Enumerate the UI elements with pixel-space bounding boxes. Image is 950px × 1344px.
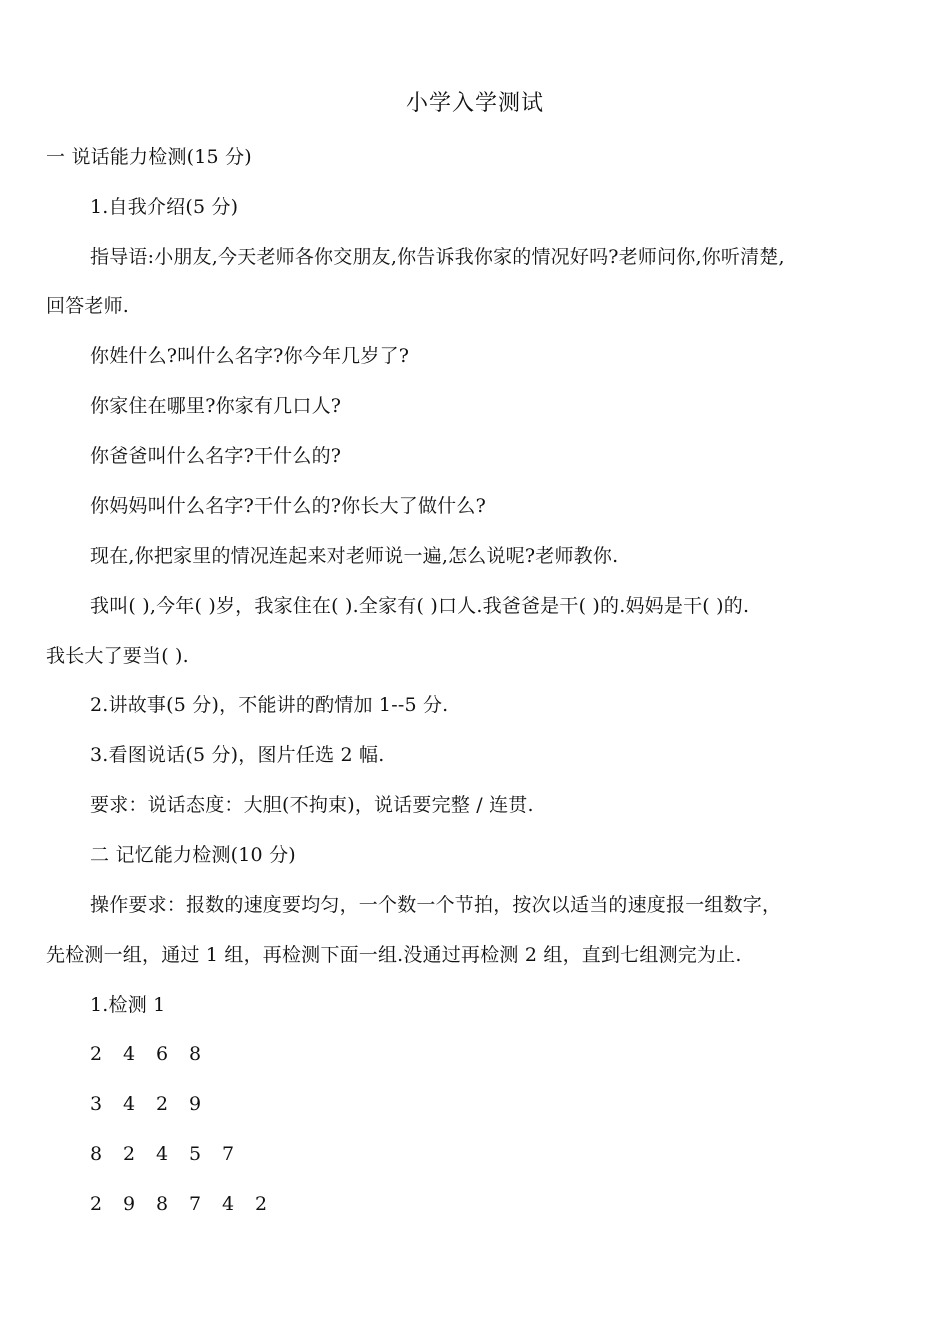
digit: 2 [123, 1143, 136, 1165]
digit: 7 [222, 1143, 235, 1165]
speaking-requirement: 要求：说话态度：大胆(不拘束)，说话要完整 / 连贯. [90, 794, 534, 816]
digit-row-1 [90, 1042, 222, 1066]
operation-line-2: 先检测一组，通过 1 组，再检测下面一组.没通过再检测 2 组，直到七组测完为止. [46, 944, 742, 966]
digit: 8 [189, 1043, 202, 1065]
digit: 9 [123, 1193, 136, 1215]
digit: 5 [189, 1143, 202, 1165]
guide-line-2: 回答老师. [46, 295, 130, 317]
question-4: 你妈妈叫什么名字?干什么的?你长大了做什么? [90, 495, 486, 517]
digit: 8 [90, 1143, 103, 1165]
item2-storytelling: 2.讲故事(5 分)，不能讲的酌情加 1--5 分. [90, 694, 449, 716]
template-line-2: 我长大了要当( ). [46, 645, 189, 667]
teacher-prompt: 现在,你把家里的情况连起来对老师说一遍,怎么说呢?老师教你. [90, 545, 619, 567]
template-line-1: 我叫( ),今年( )岁，我家住在( ).全家有( )口人.我爸爸是干( )的.妈妈是干( )的. [90, 595, 750, 617]
question-3: 你爸爸叫什么名字?干什么的? [90, 445, 342, 467]
page-title: 小学入学测试 [405, 91, 544, 116]
digit-row-2 [90, 1092, 222, 1116]
digit: 4 [123, 1043, 136, 1065]
section2-heading: 二 记忆能力检测(10 分) [90, 844, 296, 866]
digit: 3 [90, 1093, 103, 1115]
digit: 8 [156, 1193, 169, 1215]
digit: 4 [123, 1093, 136, 1115]
digit: 2 [90, 1193, 103, 1215]
digit: 2 [255, 1193, 268, 1215]
section1-heading: 一 说话能力检测(15 分) [46, 146, 252, 168]
test1-heading: 1.检测 1 [90, 994, 166, 1016]
digit: 2 [90, 1043, 103, 1065]
item3-picture-talk: 3.看图说话(5 分)，图片任选 2 幅. [90, 744, 385, 766]
digit: 2 [156, 1093, 169, 1115]
digit: 6 [156, 1043, 169, 1065]
item1-heading: 1.自我介绍(5 分) [90, 196, 239, 218]
operation-line-1: 操作要求：报数的速度要均匀，一个数一个节拍，按次以适当的速度报一组数字， [90, 894, 782, 916]
question-2: 你家住在哪里?你家有几口人? [90, 395, 342, 417]
digit-row-3 [90, 1142, 255, 1166]
question-1: 你姓什么?叫什么名字?你今年几岁了? [90, 345, 410, 367]
digit: 7 [189, 1193, 202, 1215]
guide-line-1: 指导语:小朋友,今天老师各你交朋友,你告诉我你家的情况好吗?老师问你,你听清楚, [90, 246, 785, 268]
digit: 9 [189, 1093, 202, 1115]
digit: 4 [222, 1193, 235, 1215]
digit-row-4 [90, 1192, 288, 1216]
digit: 4 [156, 1143, 169, 1165]
